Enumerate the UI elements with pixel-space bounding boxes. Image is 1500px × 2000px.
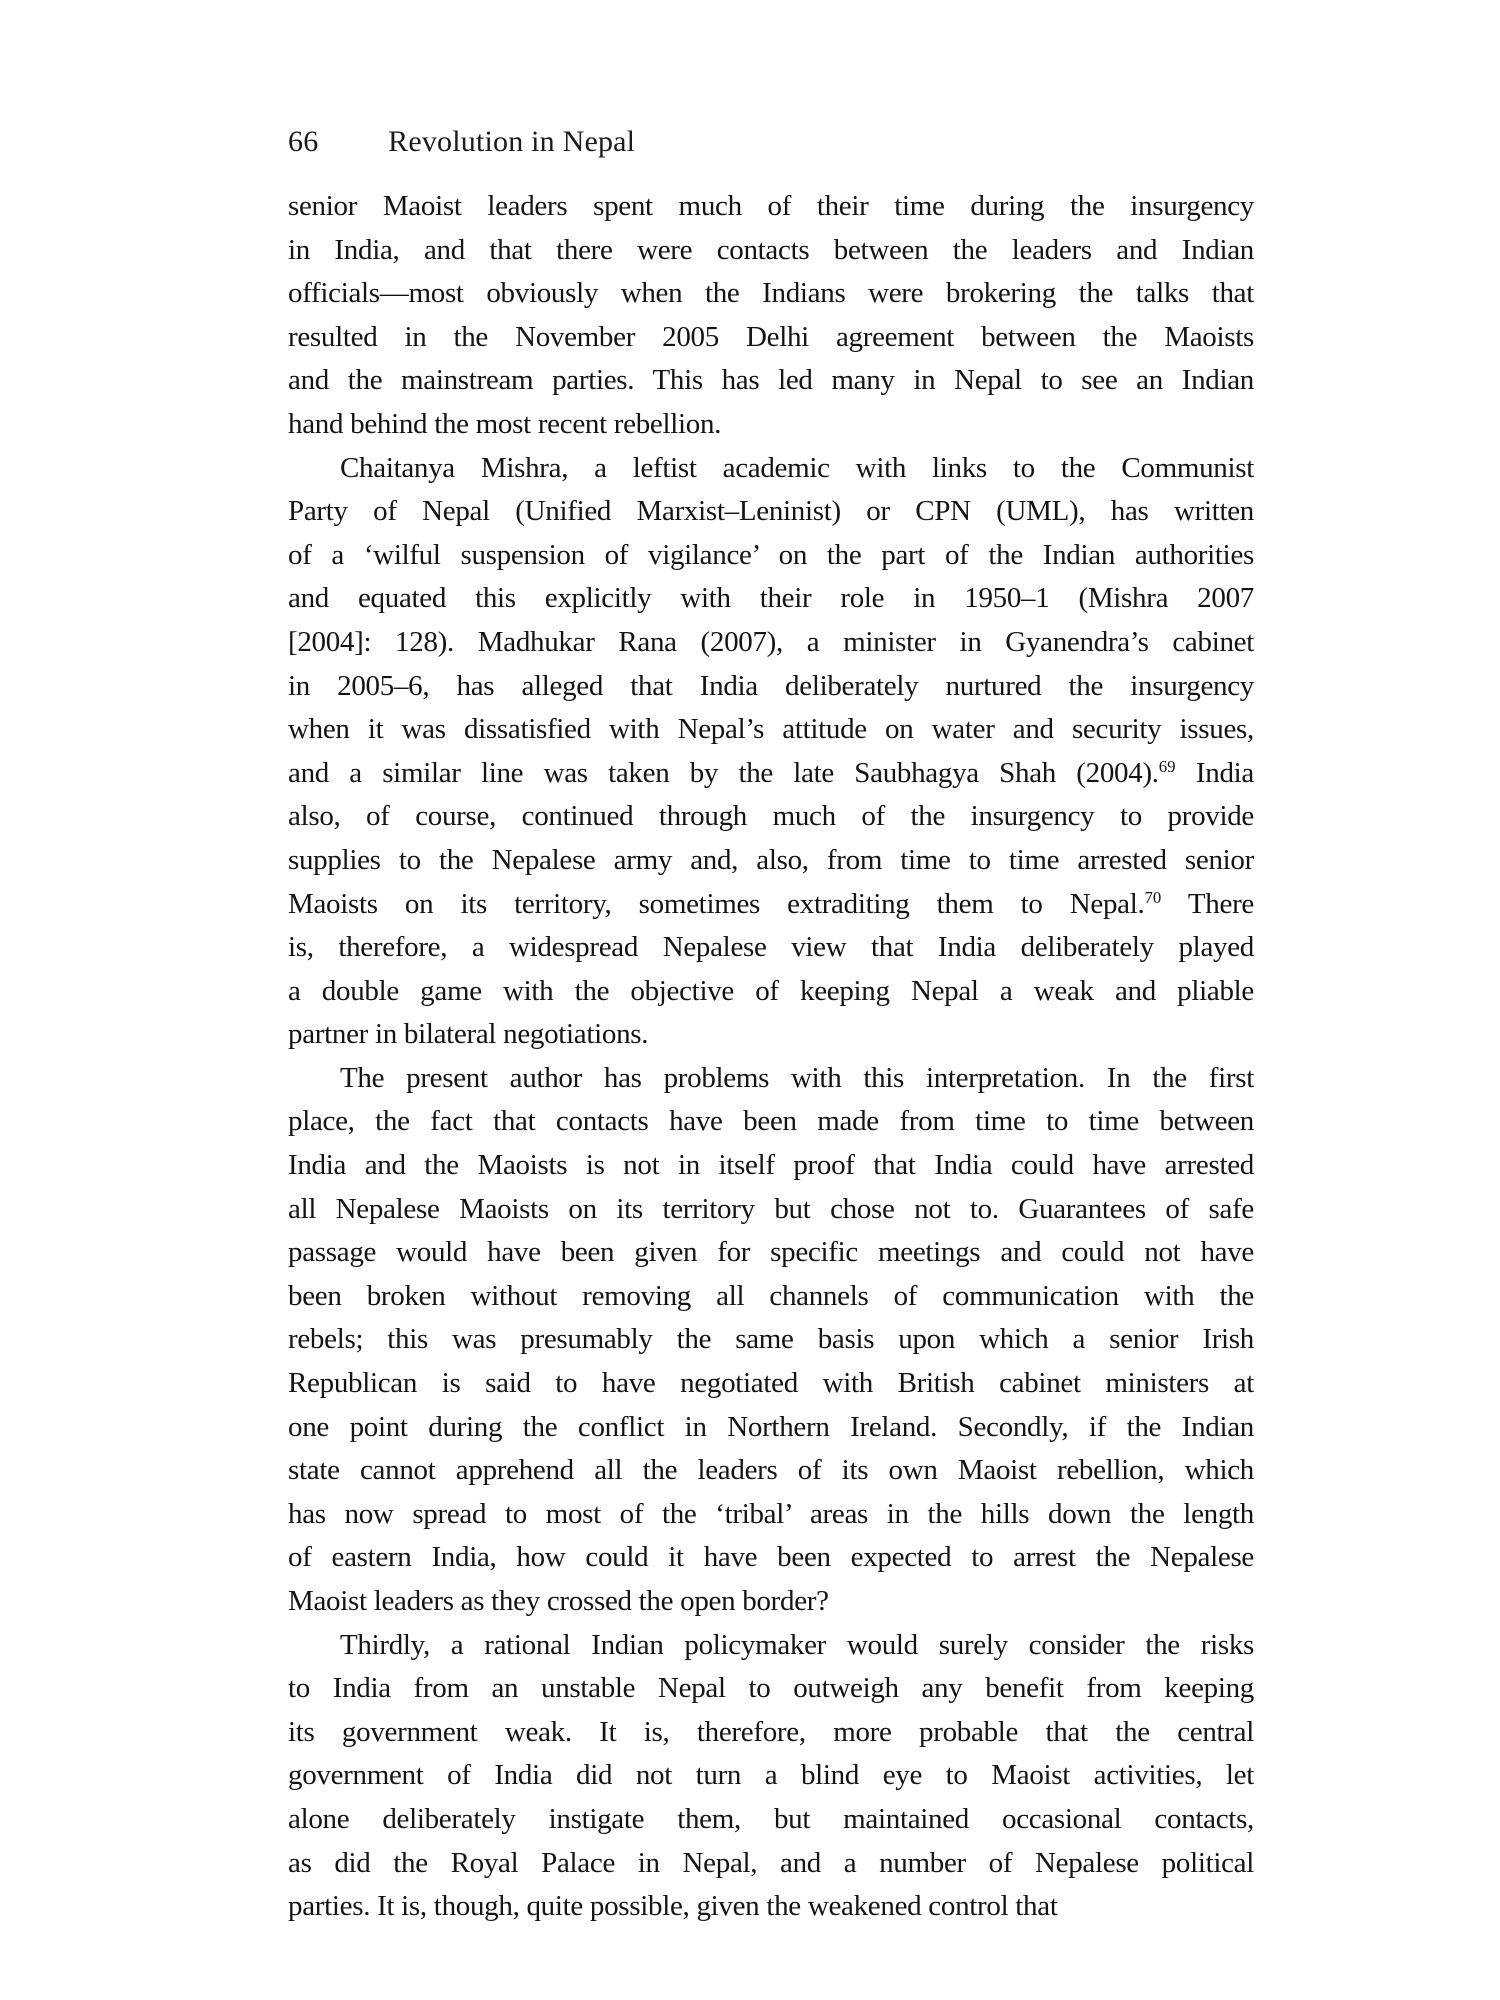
- text-line: passage would have been given for specific meetings and could not have: [288, 1236, 1254, 1269]
- text-line: officials—most obviously when the Indians were brokering the talks that: [288, 277, 1254, 310]
- text-line: partner in bilateral negotiations.: [288, 1018, 649, 1051]
- text-line: its government weak. It is, therefore, more probable that the central: [288, 1715, 1254, 1748]
- running-head: [288, 124, 1254, 160]
- page-number: 66: [288, 125, 319, 158]
- text-line: place, the fact that contacts have been made from time to time between: [288, 1105, 1254, 1138]
- text-line: resulted in the November 2005 Delhi agreement between the Maoists: [288, 320, 1254, 353]
- body-text: [288, 185, 1254, 1929]
- text-line: Republican is said to have negotiated with British cabinet ministers at: [288, 1367, 1254, 1400]
- text-line: also, of course, continued through much of the insurgency to provide: [288, 800, 1254, 833]
- text-line: Chaitanya Mishra, a leftist academic with links to the Communist: [340, 451, 1254, 484]
- text-line: of eastern India, how could it have been expected to arrest the Nepalese: [288, 1541, 1254, 1574]
- text-line: parties. It is, though, quite possible, given the weakened control that: [288, 1890, 1058, 1923]
- text-line: supplies to the Nepalese army and, also, from time to time arrested senior: [288, 843, 1254, 876]
- text-line: of a ‘wilful suspension of vigilance’ on the part of the Indian authorities: [288, 538, 1254, 571]
- text-line: government of India did not turn a blind eye to Maoist activities, let: [288, 1759, 1254, 1792]
- text-line: Party of Nepal (Unified Marxist–Leninist) or CPN (UML), has written: [288, 495, 1254, 528]
- text-line: and the mainstream parties. This has led many in Nepal to see an Indian: [288, 364, 1254, 397]
- text-line: [2004]: 128). Madhukar Rana (2007), a minister in Gyanendra’s cabinet: [288, 625, 1254, 658]
- text-line: The present author has problems with this interpretation. In the first: [340, 1061, 1254, 1094]
- text-line: been broken without removing all channels of communication with the: [288, 1279, 1254, 1312]
- text-line: is, therefore, a widespread Nepalese view that India deliberately played: [288, 931, 1254, 964]
- paragraph: [288, 185, 1254, 447]
- text-line: Maoists on its territory, sometimes extraditing them to Nepal.$^{70}$ There: [288, 887, 1255, 920]
- text-line: and equated this explicitly with their role in 1950–1 (Mishra 2007: [288, 582, 1254, 615]
- paragraph: [288, 1624, 1254, 1929]
- text-line: Maoist leaders as they crossed the open border?: [288, 1585, 829, 1617]
- text-line: rebels; this was presumably the same basis upon which a senior Irish: [288, 1323, 1254, 1356]
- paragraph: [288, 1057, 1254, 1624]
- text-line: in 2005–6, has alleged that India deliberately nurtured the insurgency: [288, 669, 1254, 702]
- text-line: hand behind the most recent rebellion.: [288, 407, 722, 440]
- text-line: senior Maoist leaders spent much of their time during the insurgency: [288, 190, 1254, 222]
- text-line: to India from an unstable Nepal to outweigh any benefit from keeping: [288, 1672, 1254, 1705]
- text-line: has now spread to most of the ‘tribal’ areas in the hills down the length: [288, 1497, 1254, 1530]
- text-line: and a similar line was taken by the late Saubhagya Shah (2004).$^{69}$ India: [288, 756, 1254, 789]
- text-line: in India, and that there were contacts between the leaders and Indian: [288, 233, 1254, 266]
- text-line: when it was dissatisfied with Nepal’s attitude on water and security issues,: [288, 713, 1254, 746]
- text-line: as did the Royal Palace in Nepal, and a number of Nepalese political: [288, 1846, 1254, 1879]
- text-line: India and the Maoists is not in itself proof that India could have arrested: [288, 1149, 1254, 1182]
- text-line: all Nepalese Maoists on its territory but chose not to. Guarantees of safe: [288, 1192, 1254, 1225]
- paragraph: [288, 447, 1254, 1057]
- footnote-ref: 70: [1144, 888, 1162, 908]
- footnote-ref: 69: [1158, 757, 1176, 777]
- text-line: Thirdly, a rational Indian policymaker would surely consider the risks: [340, 1628, 1254, 1661]
- text-line: state cannot apprehend all the leaders of its own Maoist rebellion, which: [288, 1454, 1254, 1487]
- text-line: one point during the conflict in Northern Ireland. Secondly, if the Indian: [288, 1410, 1254, 1443]
- text-line: a double game with the objective of keeping Nepal a weak and pliable: [288, 974, 1254, 1007]
- text-line: alone deliberately instigate them, but maintained occasional contacts,: [288, 1802, 1254, 1835]
- book-title: Revolution in Nepal: [388, 125, 636, 158]
